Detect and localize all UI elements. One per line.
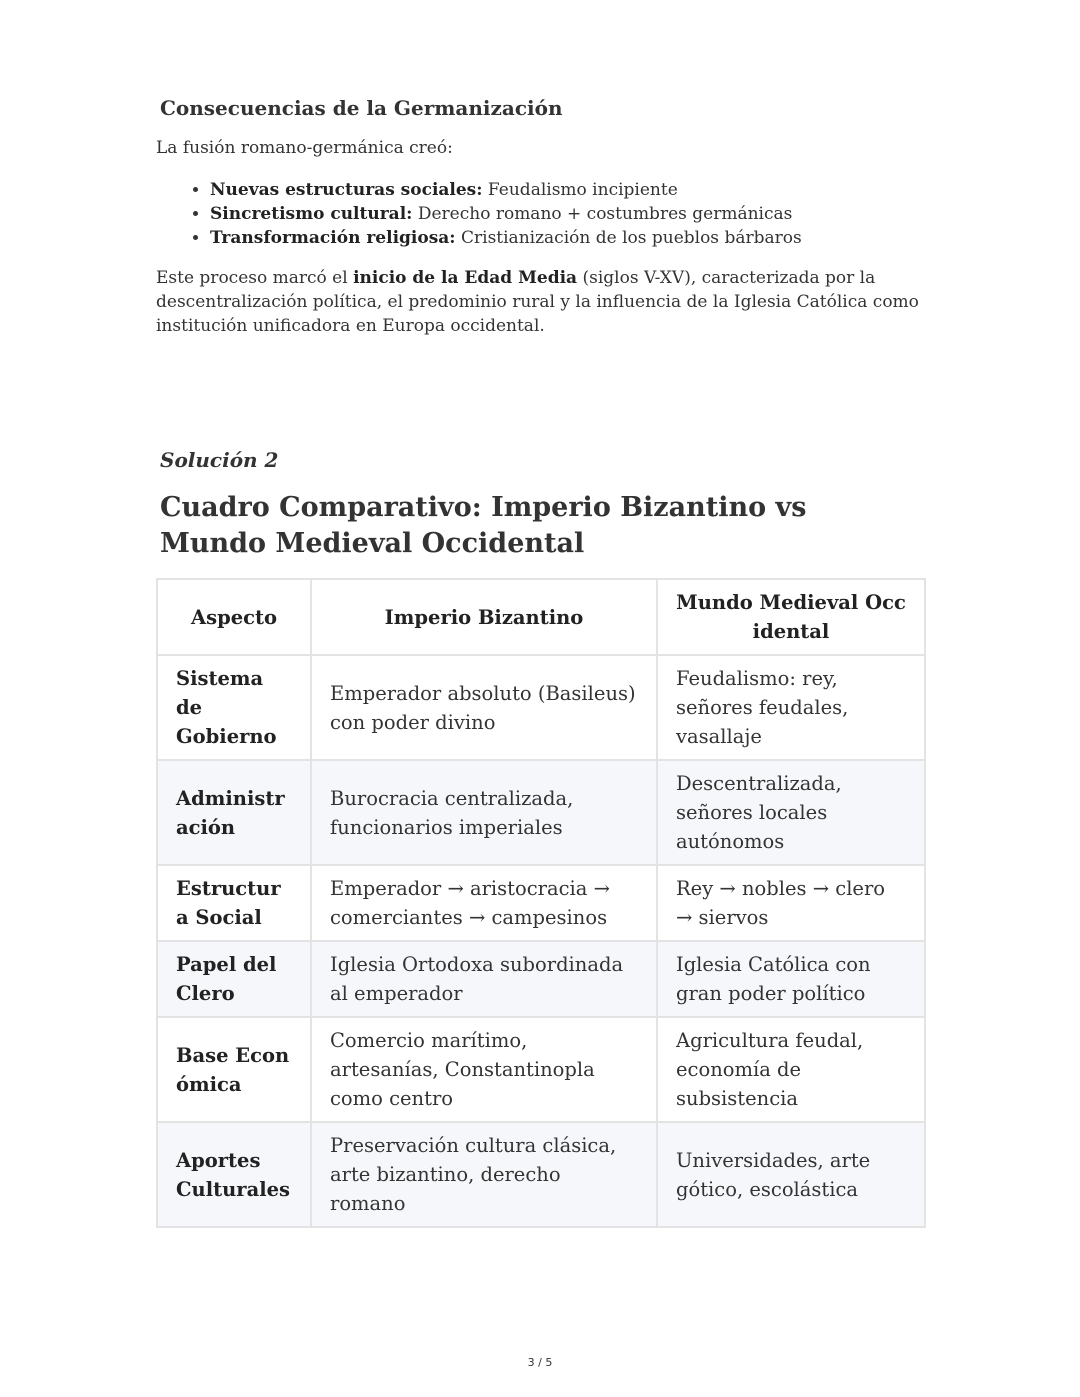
consequences-list (186, 178, 802, 250)
list-item (210, 202, 802, 226)
header-aspecto: Aspecto (157, 579, 311, 655)
table-row (157, 1017, 925, 1122)
row-aspect: Estructura Social (157, 865, 311, 941)
list-item-text: Derecho romano + costumbres germánicas (412, 204, 793, 224)
row-occidental: Feudalismo: rey, señores feudales, vasallaje (657, 655, 925, 760)
table-row (157, 941, 925, 1017)
row-aspect: Administración (157, 760, 311, 865)
list-item (210, 226, 802, 250)
list-item-label: Nuevas estructuras sociales: (210, 180, 483, 200)
list-item (210, 178, 802, 202)
summary-paragraph (156, 266, 926, 338)
table-row (157, 865, 925, 941)
row-occidental: Rey → nobles → clero → siervos (657, 865, 925, 941)
comparison-table (156, 578, 926, 1228)
paragraph-text-before: Este proceso marcó el (156, 268, 354, 288)
row-aspect: Base Económica (157, 1017, 311, 1122)
paragraph-text-after: (siglos V-XV), caracterizada por la descentralización política, el predominio rural y la influencia de la Iglesia Católica como institución unificadora en Europa occidental. (156, 268, 919, 336)
row-bizantino: Comercio marítimo, artesanías, Constantinopla como centro (311, 1017, 657, 1122)
row-aspect: Sistema de Gobierno (157, 655, 311, 760)
table-row (157, 760, 925, 865)
table-title: Cuadro Comparativo: Imperio Bizantino vs Mundo Medieval Occidental (160, 492, 807, 559)
header-imperio-bizantino: Imperio Bizantino (311, 579, 657, 655)
header-mundo-medieval: Mundo Medieval Occidental (657, 579, 925, 655)
row-bizantino: Preservación cultura clásica, arte bizantino, derecho romano (311, 1122, 657, 1227)
table-row (157, 1122, 925, 1227)
row-occidental: Universidades, arte gótico, escolástica (657, 1122, 925, 1227)
intro-text: La fusión romano-germánica creó: (156, 138, 453, 158)
list-item-text: Feudalismo incipiente (482, 180, 678, 200)
section-heading: Consecuencias de la Germanización (160, 96, 563, 120)
row-bizantino: Emperador → aristocracia → comerciantes → campesinos (311, 865, 657, 941)
row-bizantino: Emperador absoluto (Basileus) con poder divino (311, 655, 657, 760)
row-aspect: Aportes Culturales (157, 1122, 311, 1227)
row-occidental: Descentralizada, señores locales autónomos (657, 760, 925, 865)
list-item-text: Cristianización de los pueblos bárbaros (455, 228, 802, 248)
table-header-row (157, 579, 925, 655)
row-occidental: Agricultura feudal, economía de subsistencia (657, 1017, 925, 1122)
solution-label: Solución 2 (160, 448, 279, 472)
row-occidental: Iglesia Católica con gran poder político (657, 941, 925, 1017)
paragraph-emphasis: inicio de la Edad Media (353, 268, 578, 288)
row-aspect: Papel del Clero (157, 941, 311, 1017)
page-number: 3 / 5 (527, 1356, 553, 1369)
row-bizantino: Burocracia centralizada, funcionarios imperiales (311, 760, 657, 865)
list-item-label: Sincretismo cultural: (210, 204, 413, 224)
row-bizantino: Iglesia Ortodoxa subordinada al emperador (311, 941, 657, 1017)
table-row (157, 655, 925, 760)
list-item-label: Transformación religiosa: (210, 228, 456, 248)
